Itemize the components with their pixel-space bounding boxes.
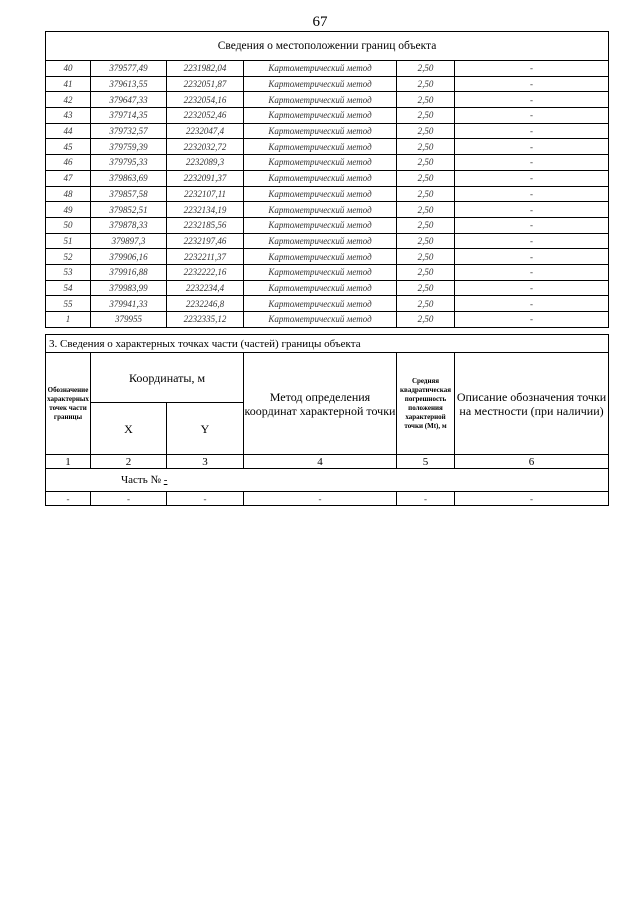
header-x: X xyxy=(91,403,167,455)
accuracy-cell: 2,50 xyxy=(397,249,455,265)
empty-cell: - xyxy=(46,492,91,506)
method-cell: Картометрический метод xyxy=(244,186,397,202)
description-cell: - xyxy=(455,312,609,328)
description-cell: - xyxy=(455,280,609,296)
table-row xyxy=(46,264,609,280)
table-row xyxy=(46,155,609,171)
coord-y-cell: 2231982,04 xyxy=(167,61,244,77)
point-number-cell: 1 xyxy=(46,312,91,328)
description-cell: - xyxy=(455,123,609,139)
column-number: 4 xyxy=(244,455,397,469)
point-number-cell: 54 xyxy=(46,280,91,296)
description-cell: - xyxy=(455,139,609,155)
coord-x-cell: 379647,33 xyxy=(91,92,167,108)
coord-y-cell: 2232051,87 xyxy=(167,76,244,92)
method-cell: Картометрический метод xyxy=(244,92,397,108)
coord-y-cell: 2232134,19 xyxy=(167,202,244,218)
accuracy-cell: 2,50 xyxy=(397,170,455,186)
method-cell: Картометрический метод xyxy=(244,312,397,328)
coord-x-cell: 379714,35 xyxy=(91,108,167,124)
table-row xyxy=(46,280,609,296)
method-cell: Картометрический метод xyxy=(244,264,397,280)
accuracy-cell: 2,50 xyxy=(397,139,455,155)
column-number: 3 xyxy=(167,455,244,469)
page-number: 67 xyxy=(312,14,328,30)
coord-y-cell: 2232032,72 xyxy=(167,139,244,155)
table-row xyxy=(46,186,609,202)
method-cell: Картометрический метод xyxy=(244,123,397,139)
coord-y-cell: 2232052,46 xyxy=(167,108,244,124)
coord-y-cell: 2232091,37 xyxy=(167,170,244,186)
method-cell: Картометрический метод xyxy=(244,202,397,218)
point-number-cell: 52 xyxy=(46,249,91,265)
description-cell: - xyxy=(455,61,609,77)
point-number-cell: 49 xyxy=(46,202,91,218)
coord-y-cell: 2232222,16 xyxy=(167,264,244,280)
coord-x-cell: 379983,99 xyxy=(91,280,167,296)
method-cell: Картометрический метод xyxy=(244,217,397,233)
coord-x-cell: 379906,16 xyxy=(91,249,167,265)
coord-y-cell: 2232246,8 xyxy=(167,296,244,312)
coord-x-cell: 379863,69 xyxy=(91,170,167,186)
point-number-cell: 40 xyxy=(46,61,91,77)
column-number: 2 xyxy=(91,455,167,469)
section3-table xyxy=(45,334,609,506)
description-cell: - xyxy=(455,249,609,265)
coord-x-cell: 379857,58 xyxy=(91,186,167,202)
method-cell: Картометрический метод xyxy=(244,233,397,249)
coord-y-cell: 2232089,3 xyxy=(167,155,244,171)
part-value: - xyxy=(163,474,168,486)
accuracy-cell: 2,50 xyxy=(397,155,455,171)
coord-y-cell: 2232047,4 xyxy=(167,123,244,139)
coord-x-cell: 379795,33 xyxy=(91,155,167,171)
description-cell: - xyxy=(455,155,609,171)
accuracy-cell: 2,50 xyxy=(397,61,455,77)
header-y: Y xyxy=(167,403,244,455)
point-number-cell: 50 xyxy=(46,217,91,233)
empty-cell: - xyxy=(91,492,167,506)
accuracy-cell: 2,50 xyxy=(397,264,455,280)
description-cell: - xyxy=(455,296,609,312)
accuracy-cell: 2,50 xyxy=(397,233,455,249)
point-number-cell: 48 xyxy=(46,186,91,202)
description-cell: - xyxy=(455,170,609,186)
point-number-cell: 47 xyxy=(46,170,91,186)
point-number-cell: 43 xyxy=(46,108,91,124)
column-number: 1 xyxy=(46,455,91,469)
coord-x-cell: 379897,3 xyxy=(91,233,167,249)
coord-x-cell: 379613,55 xyxy=(91,76,167,92)
point-number-cell: 55 xyxy=(46,296,91,312)
coord-y-cell: 2232185,56 xyxy=(167,217,244,233)
point-number-cell: 41 xyxy=(46,76,91,92)
method-cell: Картометрический метод xyxy=(244,108,397,124)
accuracy-cell: 2,50 xyxy=(397,296,455,312)
description-cell: - xyxy=(455,264,609,280)
description-cell: - xyxy=(455,202,609,218)
coord-y-cell: 2232234,4 xyxy=(167,280,244,296)
method-cell: Картометрический метод xyxy=(244,170,397,186)
method-cell: Картометрический метод xyxy=(244,76,397,92)
table-row xyxy=(46,202,609,218)
header-description: Описание обозначения точки на местности (при наличии) xyxy=(455,353,609,455)
coord-y-cell: 2232211,37 xyxy=(167,249,244,265)
description-cell: - xyxy=(455,108,609,124)
table-row xyxy=(46,123,609,139)
accuracy-cell: 2,50 xyxy=(397,76,455,92)
table-row xyxy=(46,217,609,233)
table-row xyxy=(46,233,609,249)
point-number-cell: 44 xyxy=(46,123,91,139)
table-row xyxy=(46,170,609,186)
column-number: 6 xyxy=(455,455,609,469)
accuracy-cell: 2,50 xyxy=(397,217,455,233)
header-accuracy: Средняя квадратическая погрешность положения характерной точки (Mt), м xyxy=(397,353,455,455)
empty-cell: - xyxy=(397,492,455,506)
coord-x-cell: 379852,51 xyxy=(91,202,167,218)
description-cell: - xyxy=(455,186,609,202)
header-method: Метод определения координат характерной точки xyxy=(244,353,397,455)
coord-x-cell: 379577,49 xyxy=(91,61,167,77)
empty-cell: - xyxy=(167,492,244,506)
header-coordinates: Координаты, м xyxy=(91,353,244,403)
table-row xyxy=(46,61,609,77)
point-number-cell: 51 xyxy=(46,233,91,249)
accuracy-cell: 2,50 xyxy=(397,280,455,296)
coord-y-cell: 2232054,16 xyxy=(167,92,244,108)
method-cell: Картометрический метод xyxy=(244,280,397,296)
coord-x-cell: 379916,88 xyxy=(91,264,167,280)
method-cell: Картометрический метод xyxy=(244,61,397,77)
coord-y-cell: 2232197,46 xyxy=(167,233,244,249)
accuracy-cell: 2,50 xyxy=(397,202,455,218)
section-title: 3. Сведения о характерных точках части (частей) границы объекта xyxy=(46,335,609,353)
point-number-cell: 46 xyxy=(46,155,91,171)
description-cell: - xyxy=(455,217,609,233)
empty-cell: - xyxy=(455,492,609,506)
coord-y-cell: 2232335,12 xyxy=(167,312,244,328)
table-title: Сведения о местоположении границ объекта xyxy=(46,32,609,61)
accuracy-cell: 2,50 xyxy=(397,108,455,124)
table-row xyxy=(46,108,609,124)
method-cell: Картометрический метод xyxy=(244,139,397,155)
table-row xyxy=(46,296,609,312)
point-number-cell: 42 xyxy=(46,92,91,108)
coord-x-cell: 379732,57 xyxy=(91,123,167,139)
table-row xyxy=(46,76,609,92)
boundary-table xyxy=(45,31,609,328)
description-cell: - xyxy=(455,76,609,92)
table-row xyxy=(46,312,609,328)
method-cell: Картометрический метод xyxy=(244,296,397,312)
column-number: 5 xyxy=(397,455,455,469)
coord-y-cell: 2232107,11 xyxy=(167,186,244,202)
table-row xyxy=(46,249,609,265)
accuracy-cell: 2,50 xyxy=(397,312,455,328)
empty-cell: - xyxy=(244,492,397,506)
point-number-cell: 45 xyxy=(46,139,91,155)
coord-x-cell: 379955 xyxy=(91,312,167,328)
table-row xyxy=(46,92,609,108)
table-row xyxy=(46,139,609,155)
method-cell: Картометрический метод xyxy=(244,249,397,265)
point-number-cell: 53 xyxy=(46,264,91,280)
accuracy-cell: 2,50 xyxy=(397,123,455,139)
part-row xyxy=(46,469,609,492)
accuracy-cell: 2,50 xyxy=(397,186,455,202)
coord-x-cell: 379878,33 xyxy=(91,217,167,233)
coord-x-cell: 379941,33 xyxy=(91,296,167,312)
header-point-designation: Обозначение характерных точек части границы xyxy=(46,353,91,455)
accuracy-cell: 2,50 xyxy=(397,92,455,108)
method-cell: Картометрический метод xyxy=(244,155,397,171)
description-cell: - xyxy=(455,233,609,249)
description-cell: - xyxy=(455,92,609,108)
coord-x-cell: 379759,39 xyxy=(91,139,167,155)
part-label: Часть № xyxy=(121,474,161,486)
